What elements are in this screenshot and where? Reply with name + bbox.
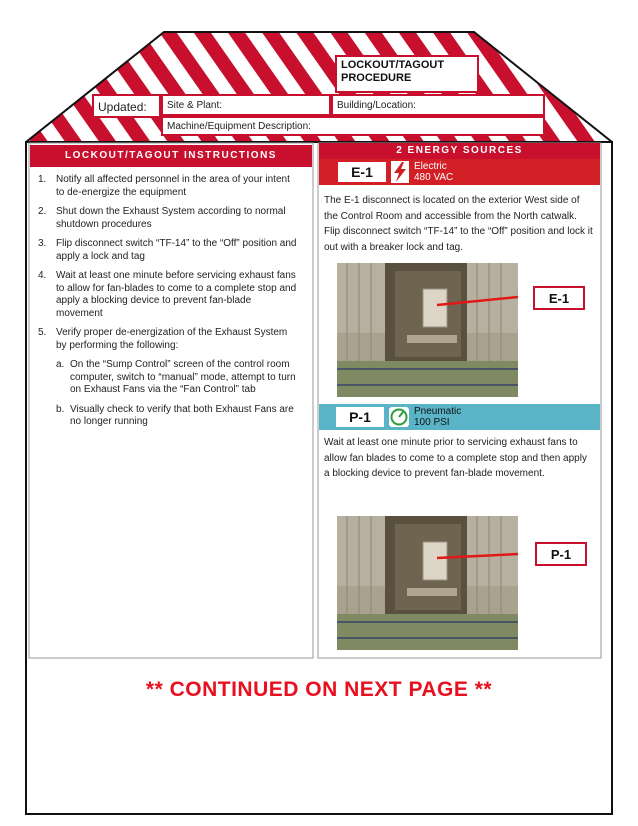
updated-field[interactable] (92, 94, 161, 118)
step-number: 5. (38, 327, 47, 338)
machine-description-field[interactable] (161, 116, 545, 136)
energy-heading: 2 ENERGY SOURCES (319, 143, 600, 159)
step-text: Flip disconnect switch “TF-14” to the “Off” position and apply a lock and tag (56, 238, 297, 262)
step-text: Shut down the Exhaust System according to normal shutdown procedures (56, 206, 286, 230)
instructions-heading: LOCKOUT/TAGOUT INSTRUCTIONS (30, 145, 312, 167)
step-number: 3. (38, 238, 47, 249)
step-text: Notify all affected personnel in the area of your intent to de-energize the equipment (56, 174, 290, 198)
continued-notice: ** CONTINUED ON NEXT PAGE ** (145, 678, 493, 701)
lightning-bolt-icon (391, 161, 409, 183)
source-rating-label: 480 VAC (414, 172, 454, 183)
site-plant-label: Site & Plant: (167, 100, 223, 111)
machine-description-label: Machine/Equipment Description: (167, 121, 311, 132)
step-4 (38, 270, 300, 320)
disconnect-photo-e1 (337, 263, 518, 397)
step-number: 2. (38, 206, 47, 217)
source-type-label: Electric (414, 161, 447, 172)
step-text: Verify proper de-energization of the Exhaust System by performing the following: (56, 327, 288, 351)
building-location-label: Building/Location: (337, 100, 416, 111)
step-1 (38, 174, 300, 199)
source-type-p1 (414, 406, 461, 428)
source-rating-label: 100 PSI (414, 417, 450, 428)
step-text: Wait at least one minute before servicing exhaust fans to allow for fan-blades to come to a complete stop and apply a blocking device to prevent fan-blade movement (56, 270, 297, 319)
source-description-e1: The E-1 disconnect is located on the exterior West side of the Control Room and accessible from the North catwalk. Flip disconnect switch “TF-14” to the “Off” position and lock it out with a breaker lock and tag. (324, 195, 593, 253)
substep-a (56, 359, 300, 397)
callout-label-e1: E-1 (533, 286, 585, 310)
step-5 (38, 327, 300, 429)
source-description-p1: Wait at least one minute prior to servicing exhaust fans to allow fan blades to come to a complete stop and then apply a blocking device to prevent fan-blade movement. (324, 437, 587, 479)
source-bar-p1 (319, 404, 600, 430)
step-number: 1. (38, 174, 47, 185)
building-location-field[interactable] (331, 94, 545, 116)
updated-label: Updated: (98, 100, 147, 114)
substep-text: On the “Sump Control” screen of the control room computer, switch to “manual” mode, attempt to turn on Exhaust Fans via the “Fan Control” tab (70, 359, 296, 395)
site-plant-field[interactable] (161, 94, 331, 116)
pressure-gauge-icon (389, 407, 409, 427)
substep-letter: a. (56, 359, 65, 370)
substep-text: Visually check to verify that both Exhaust Fans are no longer running (70, 403, 294, 427)
title-line-2: PROCEDURE (341, 72, 412, 84)
title-line-1: LOCKOUT/TAGOUT (341, 59, 445, 71)
disconnect-photo-p1 (337, 516, 518, 650)
source-type-label: Pneumatic (414, 406, 462, 417)
callout-label-p1: P-1 (535, 542, 587, 566)
procedure-title (335, 55, 479, 93)
step-3 (38, 238, 300, 263)
substep-letter: b. (56, 403, 65, 415)
source-bar-e1 (319, 159, 600, 185)
substep-b (56, 404, 300, 429)
step-number: 4. (38, 270, 47, 281)
source-tag-e1: E-1 (338, 162, 386, 182)
source-tag-p1: P-1 (336, 407, 384, 427)
step-2 (38, 206, 300, 231)
source-type-e1 (414, 161, 453, 183)
instruction-steps (38, 174, 300, 436)
